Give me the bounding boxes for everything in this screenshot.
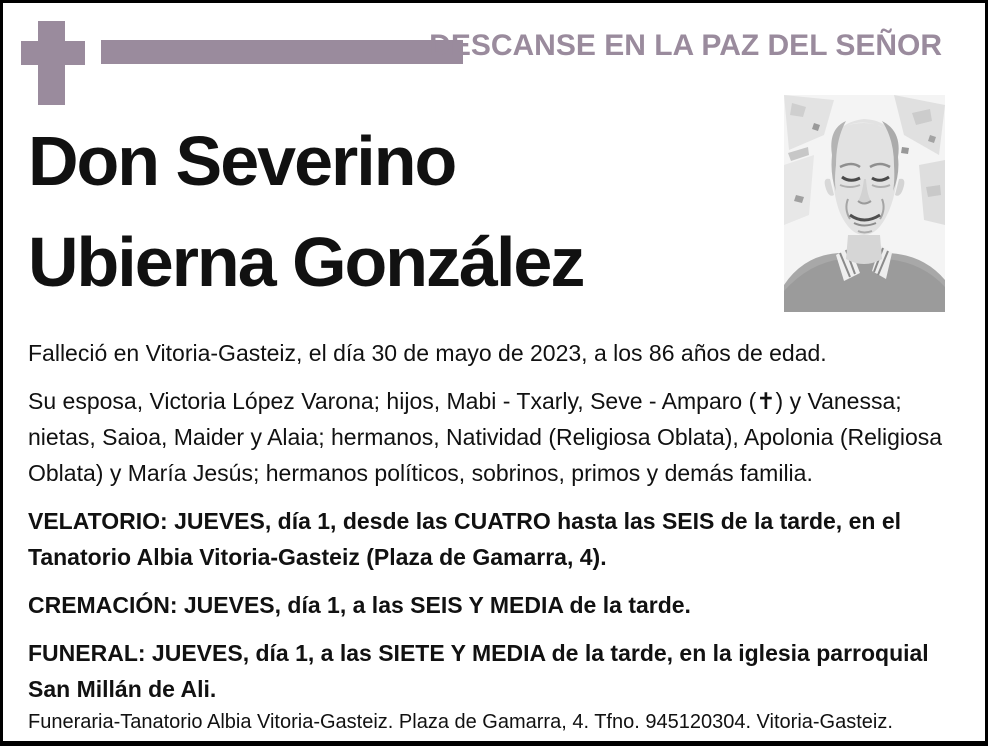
death-notice-paragraph: Falleció en Vitoria-Gasteiz, el día 30 de mayo de 2023, a los 86 años de edad. <box>28 340 827 366</box>
cross-icon <box>21 21 85 105</box>
obituary-body <box>28 335 949 719</box>
deceased-name <box>28 111 768 313</box>
header-title: DESCANSE EN LA PAZ DEL SEÑOR <box>429 29 942 62</box>
velatorio-paragraph: VELATORIO: JUEVES, día 1, desde las CUATRO hasta las SEIS de la tarde, en el Tanatorio Albia Vitoria-Gasteiz (Plaza de Gamarra, 4). <box>28 508 902 570</box>
funeral-home-footer: Funeraria-Tanatorio Albia Vitoria-Gasteiz. Plaza de Gamarra, 4. Tfno. 945120304. Vitoria-Gasteiz. <box>28 711 893 733</box>
header-divider-bar <box>101 40 463 64</box>
cremacion-paragraph: CREMACIÓN: JUEVES, día 1, a las SEIS Y MEDIA de la tarde. <box>28 592 691 618</box>
funeral-paragraph: FUNERAL: JUEVES, día 1, a las SIETE Y MEDIA de la tarde, en la iglesia parroquial San Millán de Ali. <box>28 640 929 702</box>
deceased-name-line-1: Don Severino <box>28 122 456 200</box>
family-paragraph: Su esposa, Victoria López Varona; hijos, Mabi - Txarly, Seve - Amparo (✝) y Vanessa; nietas, Saioa, Maider y Alaia; hermanos, Natividad (Religiosa Oblata), Apolonia (Religiosa Oblata) y María Jesús; hermanos políticos, sobrinos, primos y demás familia. <box>28 388 943 486</box>
cross-icon-horizontal-bar <box>21 41 85 65</box>
deceased-name-line-2: Ubierna González <box>28 223 584 301</box>
portrait-photo <box>784 95 945 312</box>
portrait-photo-image <box>784 95 945 312</box>
